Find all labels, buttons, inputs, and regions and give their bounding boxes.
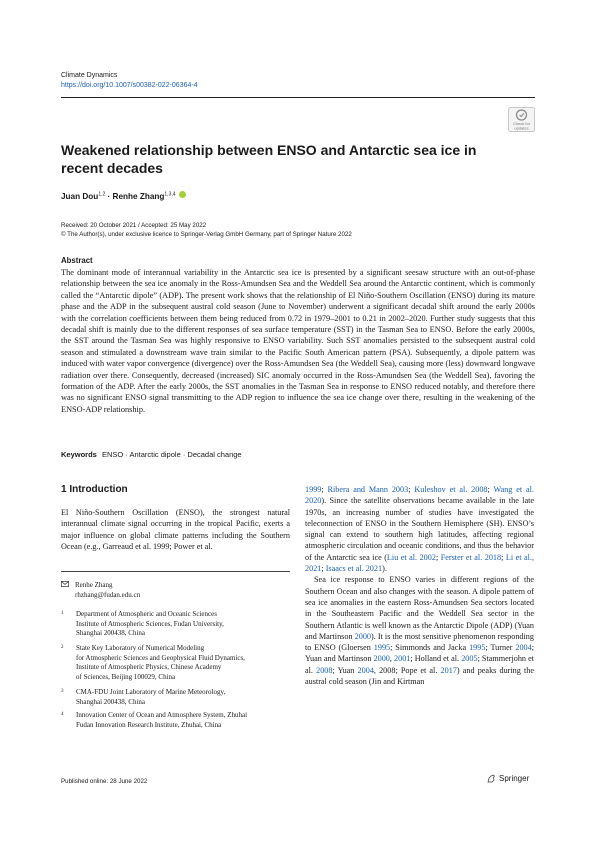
author-name[interactable]: Juan Dou <box>61 192 99 201</box>
text-run: ; <box>321 564 326 574</box>
keywords-label: Keywords <box>61 450 97 459</box>
footnote-divider <box>61 571 290 572</box>
text-run: ). Since the satellite observations became available in the late 1970s, an increasing number of studies have investigated the teleconnection of ENSO in the Southern Hemisphere (SH). ENSO’s signal can extend to southern high latitudes, affecting regional atmospheric circulation and oceanic conditions, and thus the behavior of the Antarctic sea ice ( <box>305 496 534 562</box>
affiliation-line: Shanghai 200438, China <box>76 629 146 638</box>
affiliation <box>61 644 290 682</box>
text-run: ; <box>501 552 506 562</box>
section-heading-introduction: 1 Introduction <box>61 484 128 495</box>
check-updates-text-2: updates <box>514 125 529 131</box>
envelope-icon <box>61 580 69 590</box>
journal-header <box>61 71 198 91</box>
citation-link[interactable]: 2004 <box>515 643 532 653</box>
abstract-heading: Abstract <box>61 256 93 265</box>
text-run: ; <box>435 552 441 562</box>
text-run: ; Simmonds and Jacka <box>390 643 470 653</box>
author-list <box>61 191 186 201</box>
affiliation <box>61 610 290 639</box>
affiliation-line: Fudan Innovation Research Institute, Zhuhai, China <box>76 720 222 729</box>
citation-link[interactable]: Ribera and Mann 2003 <box>327 485 409 494</box>
affiliation-line: Department of Atmospheric and Oceanic Sciences <box>76 610 217 618</box>
affiliation-line: for Atmospheric Sciences and Geophysical Fluid Dynamics, <box>76 653 245 662</box>
citation-link[interactable]: 2017 <box>440 665 457 675</box>
citation-link[interactable]: 2004 <box>357 665 374 675</box>
text-run: ; Yuan and Martinson <box>305 643 535 664</box>
affiliation-line: of Sciences, Beijing 100029, China <box>76 672 176 681</box>
copyright-line: © The Author(s), under exclusive licence to Springer-Verlag GmbH Germany, part of Springer Nature 2022 <box>61 231 352 238</box>
text-run: ) and peaks during the austral cold season (Jin and Kirtman <box>305 665 534 687</box>
affiliation-number: 4 <box>61 712 64 717</box>
journal-name: Climate Dynamics <box>61 72 118 79</box>
check-updates-text-1: Check for <box>512 121 531 126</box>
affiliation-number: 1 <box>61 611 64 616</box>
text-run: ; Stammerjohn et al. <box>305 654 534 675</box>
article-dates <box>61 221 352 239</box>
citation-link[interactable]: 1999 <box>305 485 322 494</box>
citation-link[interactable]: Wang et al. 2020 <box>305 485 534 506</box>
affiliation-line: Innovation Center of Ocean and Atmosphere System, Zhuhai <box>76 711 248 719</box>
text-run: ; Holland et al. <box>410 654 462 664</box>
author-name[interactable]: Renhe Zhang <box>112 192 165 201</box>
text-run: ; <box>321 485 328 494</box>
author-affiliation-marker: 1,3,4 <box>164 191 176 198</box>
text-run: ; Turner <box>485 643 516 653</box>
citation-link[interactable]: 2005 <box>461 654 478 664</box>
header-divider <box>61 97 535 98</box>
affiliation-line: Shanghai 200438, China <box>76 697 146 706</box>
text-run: Sea ice response to ENSO varies in different regions of the Southern Ocean and also changes with the season. A dipole pattern of sea ice anomalies in the eastern Ross-Amundsen Sea sectors located in the Southeastern Pacific and the Weddell Sea sector in the Southern Atlantic is well known as the Antarctic Dipole (ADP) (Yuan and Martinson <box>305 575 534 641</box>
affiliation-line: Institute of Atmospheric Physics, Chinese Academy <box>76 663 222 672</box>
author-separator: · <box>105 192 113 201</box>
corresponding-author-name: Renhe Zhang <box>75 581 113 589</box>
doi-link[interactable]: https://doi.org/10.1007/s00382-022-06364-4 <box>61 82 198 89</box>
text-run: ). It is the most sensitive phenomenon responding to ENSO (Gloersen <box>305 631 534 653</box>
text-run: , <box>389 654 395 664</box>
text-run: , 2008; Pope et al. <box>373 665 441 675</box>
citation-link[interactable]: 2001 <box>394 654 411 664</box>
affiliation-number: 3 <box>61 689 64 694</box>
published-date: Published online: 28 June 2022 <box>61 778 148 785</box>
text-run: ; <box>408 485 415 494</box>
keywords-list: ENSO · Antarctic dipole · Decadal change <box>101 450 242 459</box>
springer-horse-icon <box>487 774 496 783</box>
intro-paragraph-1-cont <box>305 484 534 574</box>
affiliation-number: 2 <box>61 645 64 650</box>
abstract-text: The dominant mode of interannual variability in the Antarctic sea ice is presented by a significant seesaw structure with an out-of-phase relationship between the sea ice anomaly in the Ross-Amundsen Sea and the Weddell Sea around the Antarctic continent, which is commonly called the “Antarctic dipole” (ADP). The present work shows that the relationship of El Niño-Southern Oscillation (ENSO) during its mature phase and the ADP in the subsequent austral cold season (June to November) underwent a significant decadal shift around the early 2000s with the correlation coefficients between them being reduced from 0.72 in 1979–2001 to 0.21 in 2002–2020. Further study suggests that this decadal shift is mainly due to the different responses of sea surface temperature (SST) in the Tasman Sea to ENSO. Before the early 2000s, the SST around the Tasman Sea was highly responsive to ENSO variability. Such SST anomalies persisted to the subsequent austral cold season and stimulated a downstream wave train similar to the Pacific South American pattern (PSA). Subsequently, a dipole pattern was induced with water vapor convergence (divergence) over the Ross-Amundsen Sea (the Weddell Sea), causing more (less) downward longwave radiation over there. Consequently, decreased (increased) SIC anomaly occurred in the Ross-Amundsen Sea (the Weddell Sea), favoring the formation of the ADP. After the early 2000s, the SST anomalies in the Tasman Sea in response to ENSO reduced notably, and therefore there was no significant ENSO signal transmitting to the ADP region to influence the sea ice change over there, resulting in the weakening of the ENSO-ADP relationship. <box>61 268 535 414</box>
keywords <box>61 450 242 459</box>
corresponding-author-email[interactable]: rhzhang@fudan.edu.cn <box>75 591 141 599</box>
author-affiliation-marker: 1,2 <box>98 191 106 198</box>
text-run: ). <box>382 564 387 574</box>
publisher-logo[interactable] <box>487 774 529 783</box>
orcid-icon[interactable] <box>179 191 186 198</box>
publisher-name: Springer <box>499 774 530 783</box>
text-run: ; <box>487 485 494 494</box>
affiliation <box>61 688 290 707</box>
corresponding-author <box>61 580 140 600</box>
article-title: Weakened relationship between ENSO and Antarctic sea ice in recent decades <box>61 142 477 176</box>
citation-link[interactable]: 2000 <box>354 631 371 641</box>
text-run: ; Yuan <box>332 665 358 675</box>
citation-link[interactable]: Li et al., 2021 <box>305 552 534 574</box>
affiliation-line: State Key Laboratory of Numerical Modeling <box>76 644 205 652</box>
citation-link[interactable]: Liu et al. 2002 <box>386 552 436 562</box>
citation-link[interactable]: 2008 <box>316 665 333 675</box>
affiliation-line: Institute of Atmospheric Sciences, Fudan University, <box>76 619 224 628</box>
citation-link[interactable]: 1995 <box>469 643 486 653</box>
affiliation-line: CMA-FDU Joint Laboratory of Marine Meteorology, <box>76 688 226 696</box>
check-updates-icon <box>508 107 535 132</box>
citation-link[interactable]: Ferster et al. 2018 <box>440 552 502 562</box>
citation-link[interactable]: Isaacs et al. 2021 <box>325 564 383 574</box>
intro-right-column <box>305 484 534 687</box>
citation-link[interactable]: Kuleshov et al. 2008 <box>414 485 488 494</box>
intro-paragraph-left: El Niño-Southern Oscillation (ENSO), the strongest natural interannual climate signal occurring in the tropical Pacific, exerts a major influence on global climate patterns including the Southern Ocean (e.g., Garreaud et al. 1999; Power et al. <box>61 508 290 551</box>
citation-link[interactable]: 2000 <box>373 654 390 664</box>
citation-link[interactable]: 1995 <box>373 643 391 653</box>
check-for-updates-badge[interactable] <box>508 107 535 132</box>
intro-paragraph-2 <box>305 574 534 687</box>
received-accepted: Received: 20 October 2021 / Accepted: 25 May 2022 <box>61 222 207 229</box>
affiliation <box>61 711 290 730</box>
